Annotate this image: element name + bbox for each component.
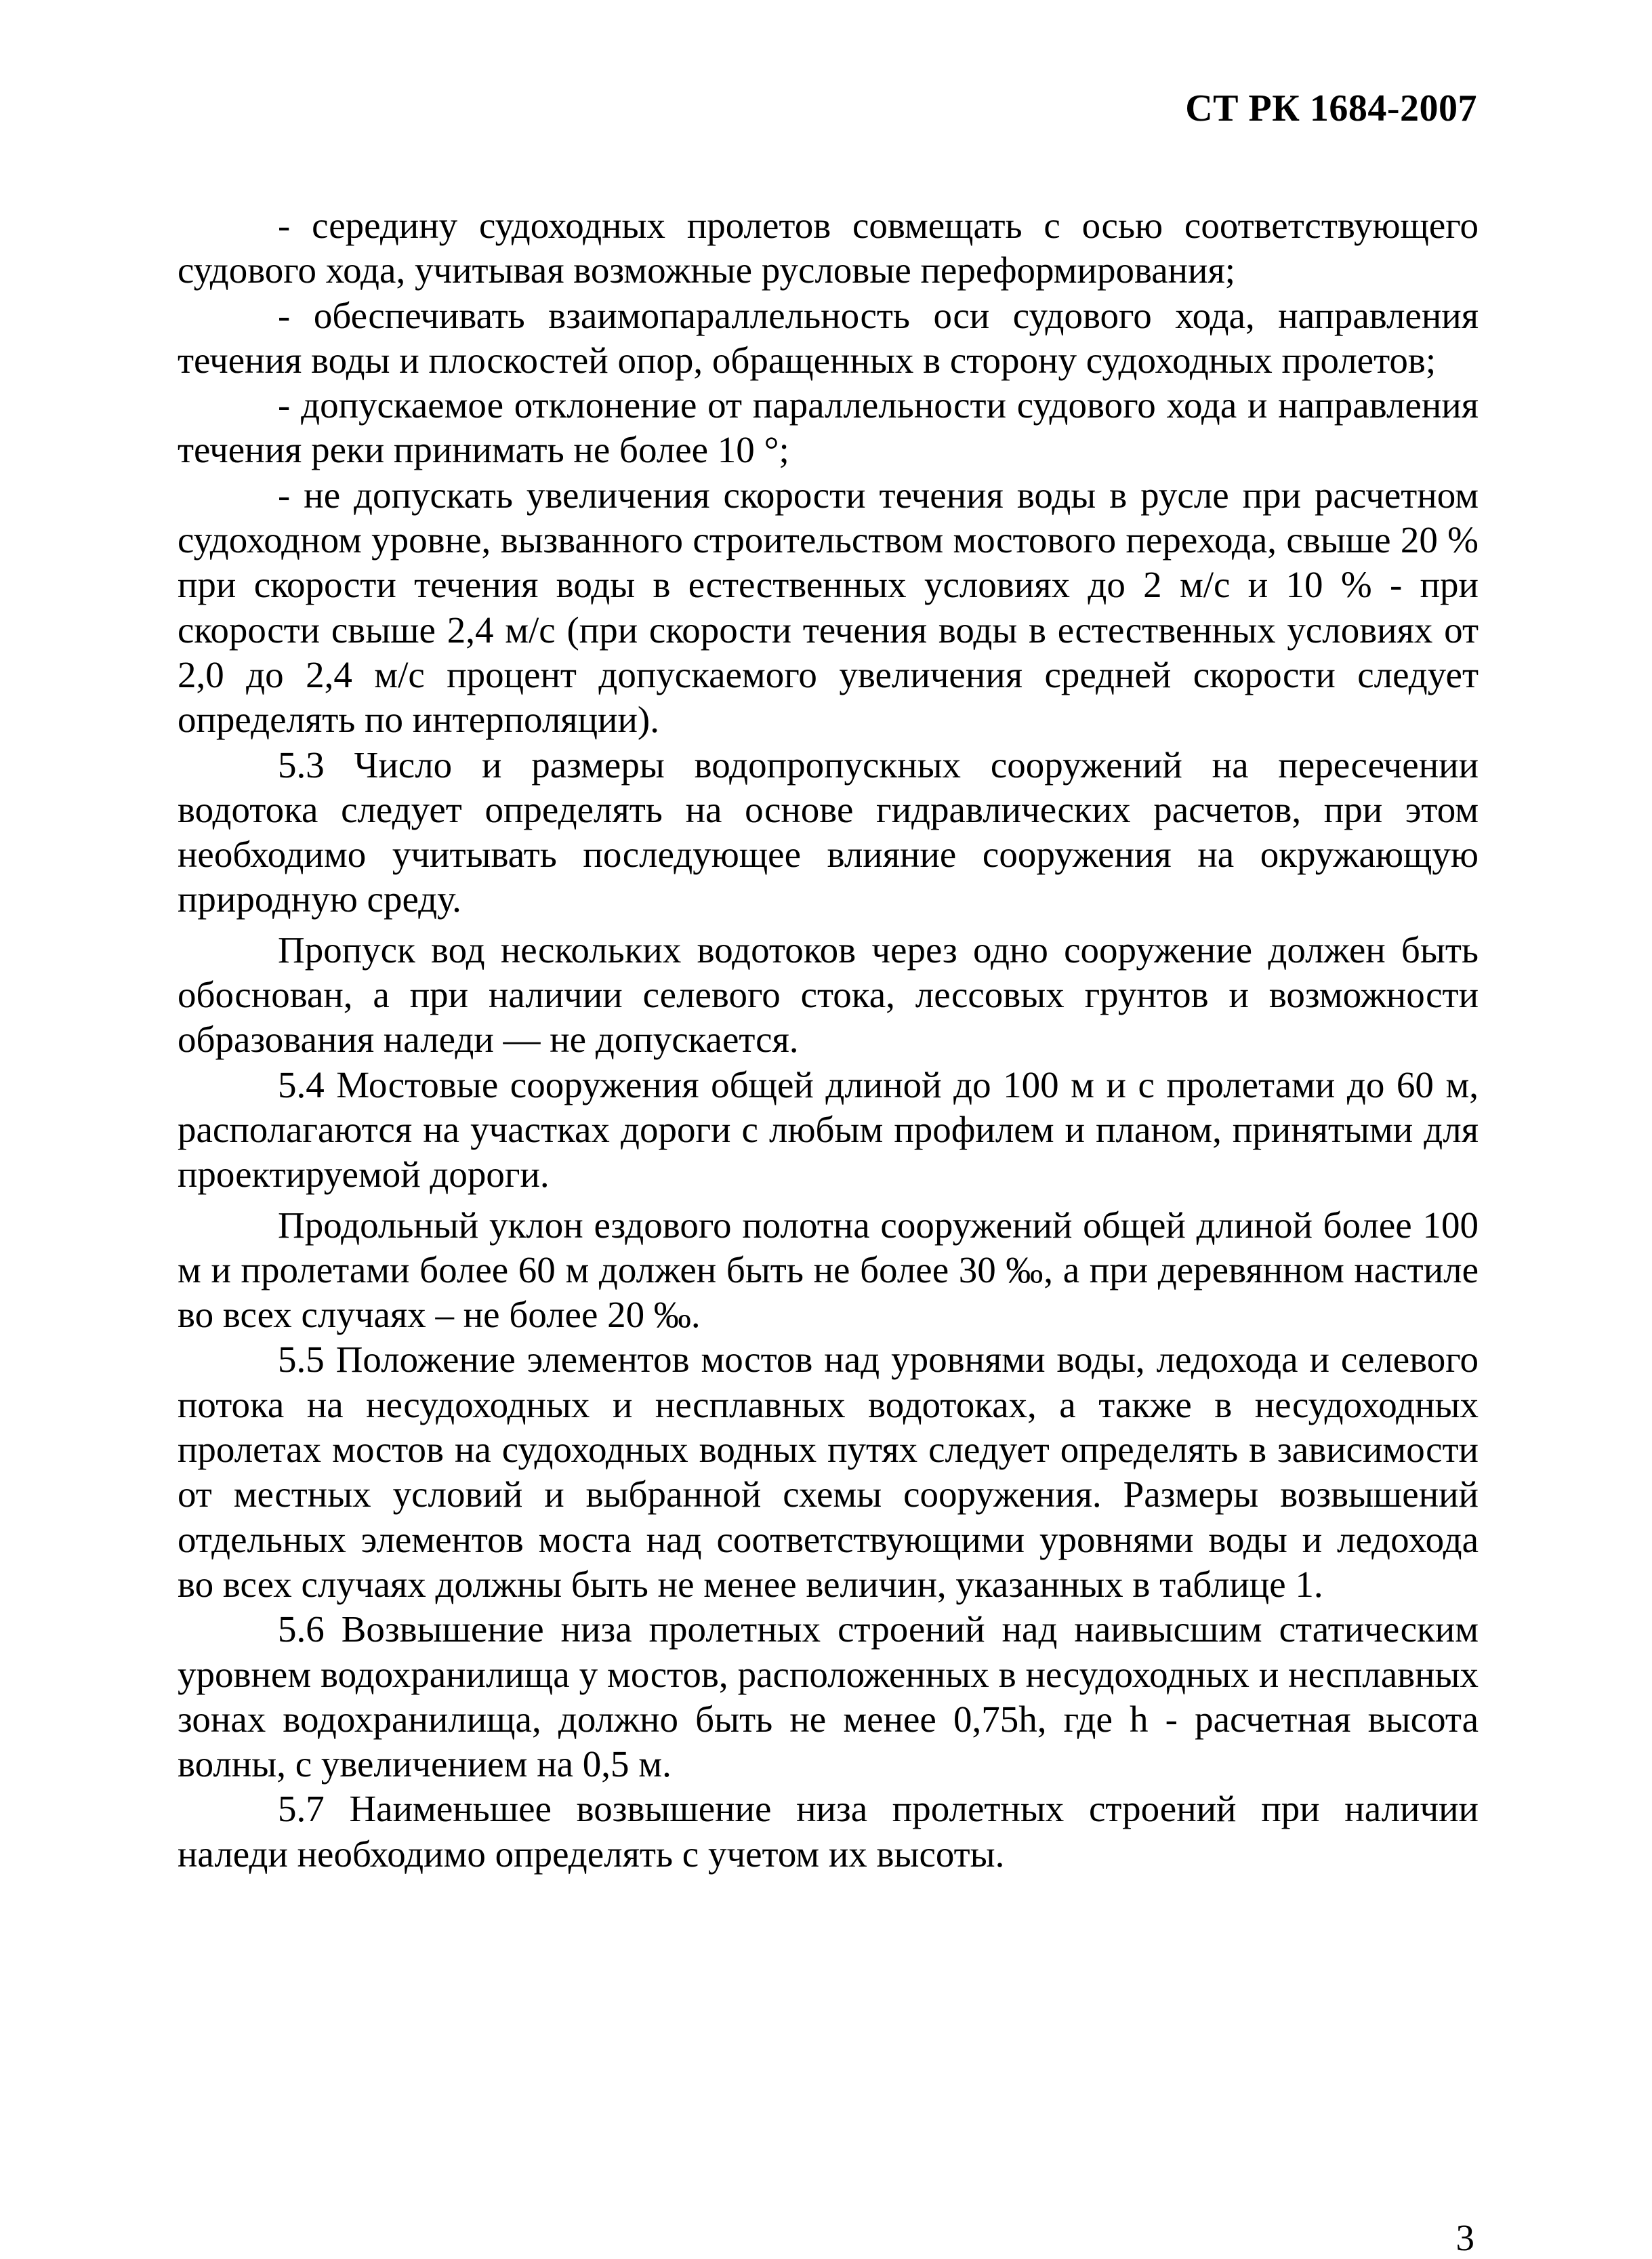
document-code-header: СТ РК 1684-2007 <box>1185 87 1477 129</box>
paragraph-5-6: 5.6 Возвышение низа пролетных строений над наивысшим статическим уровнем водохранилища у мостов, расположенных в несудоходных и несплавных зонах водохранилища, должно быть не менее 0,75h, где h - расчетная высота волны, с увеличением на 0,5 м. <box>178 1608 1479 1785</box>
paragraph-longitudinal-slope: Продольный уклон ездового полотна сооружений общей длиной более 100 м и пролетами более 60 м должен быть не более 30 ‰, а при деревянном настиле во всех случаях – не более 20 ‰. <box>178 1204 1479 1336</box>
page-number: 3 <box>1455 2217 1474 2258</box>
paragraph-navigation-span-axis: - середину судоходных пролетов совмещать с осью соответствующего судового хода, учитывая возможные русловые переформирования; <box>178 205 1479 291</box>
paragraph-5-4: 5.4 Мостовые сооружения общей длиной до 100 м и с пролетами до 60 м, располагаются на участках дороги с любым профилем и планом, принятыми для проектируемой дороги. <box>178 1063 1479 1196</box>
paragraph-5-5: 5.5 Положение элементов мостов над уровнями воды, ледохода и селевого потока на несудоходных и несплавных водотоках, а также в несудоходных пролетах мостов на судоходных водных путях следует определять в зависимости от местных условий и выбранной схемы сооружения. Размеры возвышений отдельных элементов моста над соответствующими уровнями воды и ледохода во всех случаях должны быть не менее величин, указанных в таблице 1. <box>178 1339 1479 1605</box>
paragraph-flow-velocity: - не допускать увеличения скорости течения воды в русле при расчетном судоходном уровне, вызванного строительством мостового перехода, свыше 20 % при скорости течения воды в естественных условиях до 2 м/с и 10 % - при скорости свыше 2,4 м/с (при скорости течения воды в естественных условиях от 2,0 до 2,4 м/с процент допускаемого увеличения средней скорости следует определять по интерполяции). <box>178 474 1479 741</box>
paragraph-parallelism: - обеспечивать взаимопараллельность оси судового хода, направления течения воды и плоскостей опор, обращенных в сторону судоходных пролетов; <box>178 294 1479 381</box>
paragraph-5-3: 5.3 Число и размеры водопропускных сооружений на пересечении водотока следует определять на основе гидравлических расчетов, при этом необходимо учитывать последующее влияние сооружения на окружающую природную среду. <box>178 744 1479 920</box>
paragraph-multiple-watercourses: Пропуск вод нескольких водотоков через одно сооружение должен быть обоснован, а при наличии селевого стока, лессовых грунтов и возможности образования наледи — не допускается. <box>178 929 1479 1061</box>
document-body <box>178 203 1479 1877</box>
paragraph-deviation: - допускаемое отклонение от параллельности судового хода и направления течения реки принимать не более 10 °; <box>178 384 1479 471</box>
paragraph-5-7: 5.7 Наименьшее возвышение низа пролетных строений при наличии наледи необходимо определять с учетом их высоты. <box>178 1788 1479 1875</box>
